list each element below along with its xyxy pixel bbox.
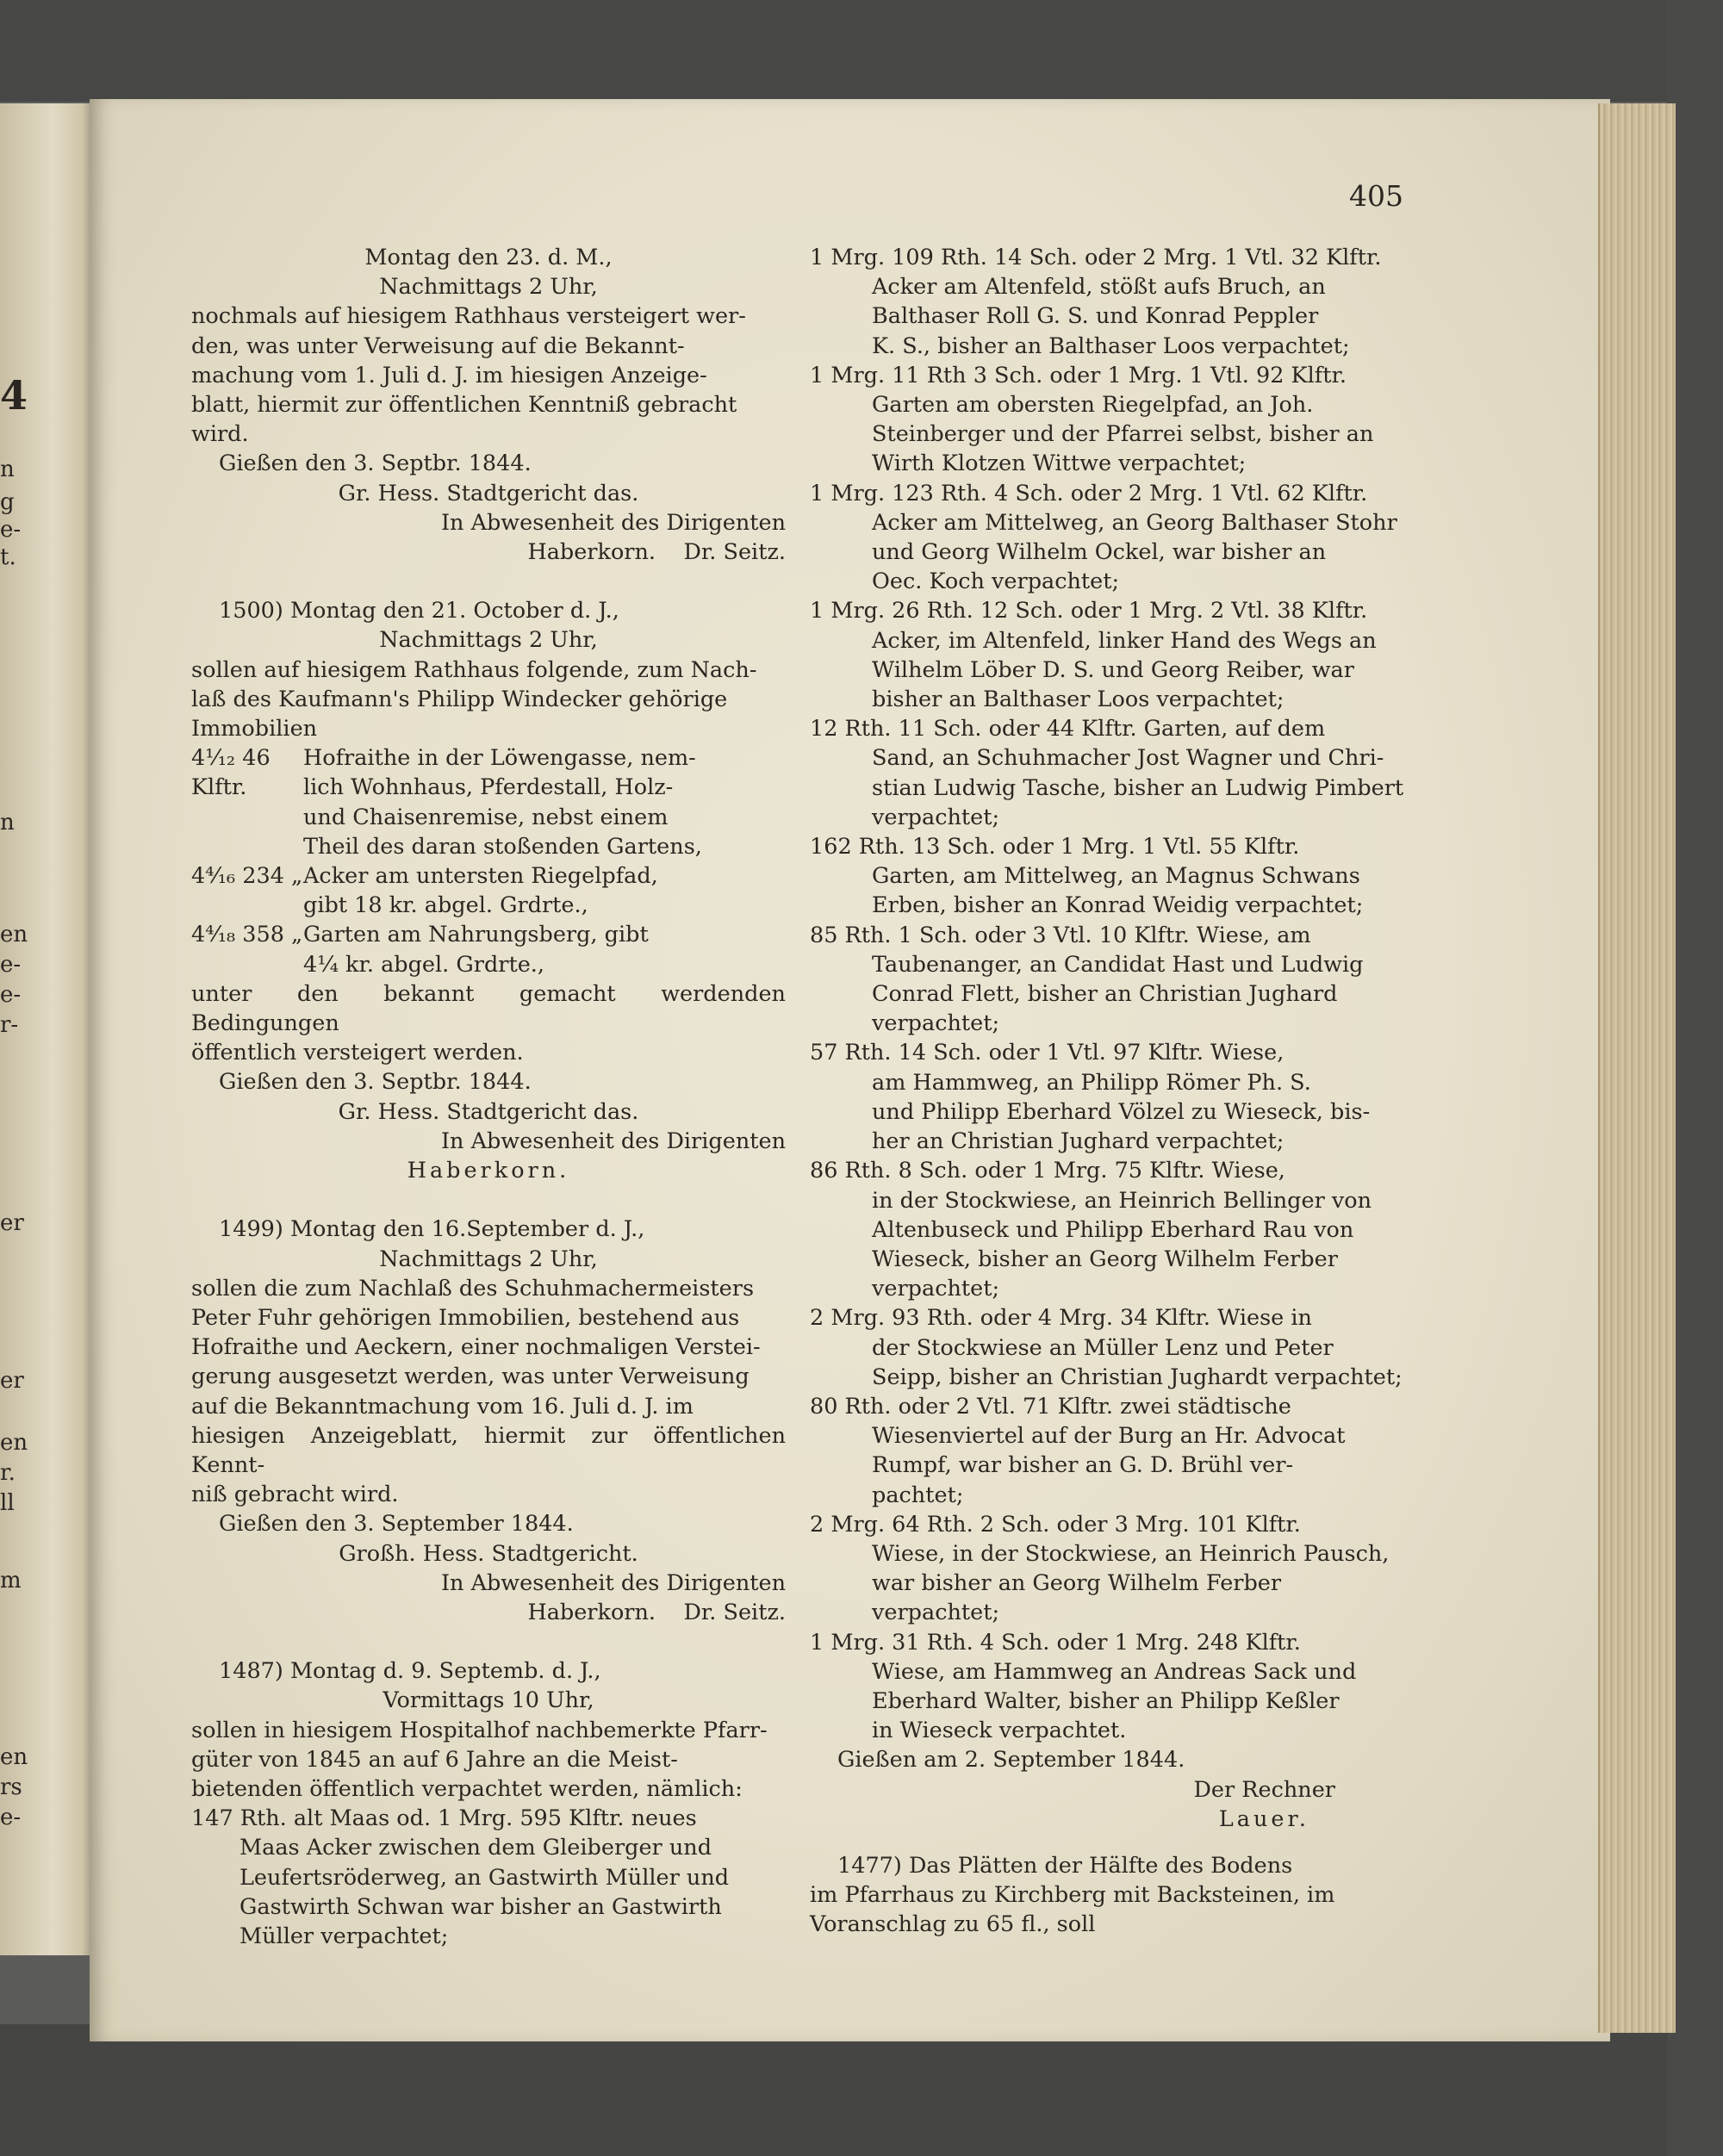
facing-page-fragment: en [0,1744,28,1770]
notice-body-line: sollen auf hiesigem Rathhaus folgende, zum Nach- [191,656,757,683]
notice-body-line: Immobilien [191,716,318,742]
property-item-line: Theil des daran stoßenden Gartens, [303,833,702,860]
facing-page-fragment: g [0,489,15,515]
facing-page-fragment: en [0,1430,28,1456]
property-item-line: 4¹⁄₄ kr. abgel. Grdrte., [303,951,545,978]
notice-body-line: machung vom 1. Juli d. J. im hiesigen Anzeige- [191,362,707,388]
lease-item-line: Acker, im Altenfeld, linker Hand des Wegs an [872,627,1377,654]
notice-body-line: öffentlich versteigert werden. [191,1040,524,1066]
notice-body-line: sollen die zum Nachlaß des Schuhmachermeisters [191,1275,755,1302]
notice-body-line: auf die Bekanntmachung vom 16. Juli d. J. im [191,1393,694,1420]
property-item-key: 4⁴⁄₁₆ 234 „ [191,863,303,890]
facing-page-fragment: e- [0,952,22,978]
notice-date-line: 1499) Montag den 16.September d. J., [219,1216,645,1243]
notice-1477-line: 1477) Das Plätten der Hälfte des Bodens [837,1852,1293,1879]
lease-item-line: Garten, am Mittelweg, an Magnus Schwans [872,863,1360,890]
notice-signature: Haberkorn. [407,1158,570,1184]
lease-item-line: Müller verpachtet; [239,1923,449,1949]
lease-item-line: verpachtet; [872,1276,1000,1302]
property-item-text [303,743,786,861]
facing-page-fragment: r- [0,1012,19,1038]
facing-page-fragment: t. [0,544,16,570]
lease-item-line: in Wieseck verpachtet. [872,1718,1127,1744]
lease-item-line: Wirth Klotzen Wittwe verpachtet; [872,450,1247,477]
property-item-text [303,861,786,920]
property-item-line: lich Wohnhaus, Pferdestall, Holz- [303,774,674,801]
lease-item-heading: 1 Mrg. 11 Rth 3 Sch. oder 1 Mrg. 1 Vtl. 92 Klftr. [810,362,1347,388]
lease-item-line: 147 Rth. alt Maas od. 1 Mrg. 595 Klftr. neues [191,1805,697,1832]
property-item [191,920,786,979]
lease-item-line: Wieseck, bisher an Georg Wilhelm Ferber [872,1246,1338,1272]
facing-page-fragment: e- [0,1805,22,1830]
lease-item-line: Rumpf, war bisher an G. D. Brühl ver- [872,1452,1294,1479]
facing-page-fragment: ll [0,1490,15,1516]
notice-date-line: Montag den 23. d. M., [364,245,613,270]
facing-page-fragment: er [0,1368,24,1394]
notice-body-line: güter von 1845 an auf 6 Jahre an die Meist- [191,1746,678,1773]
lease-item-heading: 80 Rth. oder 2 Vtl. 71 Klftr. zwei städtische [810,1393,1291,1420]
notice-time-line: Nachmittags 2 Uhr, [379,627,598,654]
lease-item-list [810,243,1404,1745]
facing-page-fragment: rs [0,1774,22,1800]
lease-item-line: bisher an Balthaser Loos verpachtet; [872,687,1284,713]
lease-item-line: Erben, bisher an Konrad Weidig verpachtet; [872,892,1364,919]
facing-page-edge [0,103,96,1955]
notice-body-line: Hofraithe und Aeckern, einer nochmaligen Verstei- [191,1334,761,1361]
lease-item-heading: 12 Rth. 11 Sch. oder 44 Klftr. Garten, auf dem [810,716,1326,742]
lease-item-line: und Georg Wilhelm Ockel, war bisher an [872,539,1327,566]
lease-item-line: Oec. Koch verpachtet; [872,569,1120,595]
facing-page-fragment: n [0,810,15,836]
notice-place-date: Gießen am 2. September 1844. [837,1747,1185,1774]
lease-item-line: Garten am obersten Riegelpfad, an Joh. [872,392,1314,419]
rechner-name: Lauer. [1218,1805,1309,1832]
lease-item-line: Conrad Flett, bisher an Christian Jughard [872,981,1338,1008]
facing-page-fragment: n [0,457,15,482]
lease-item-line: verpachtet; [872,804,1000,830]
notice-signature: Haberkorn. Dr. Seitz. [527,539,786,566]
notice-body-line: hiesigen Anzeigeblatt, hiermit zur öffentlichen Kennt- [191,1422,786,1478]
facing-page-fragment: 4 [0,372,28,419]
scan-background-top [0,0,1723,102]
lease-item-heading: 1 Mrg. 26 Rth. 12 Sch. oder 1 Mrg. 2 Vtl. 38 Klftr. [810,598,1368,624]
lease-item-heading: 1 Mrg. 123 Rth. 4 Sch. oder 2 Mrg. 1 Vtl. 62 Klftr. [810,480,1368,506]
lease-item-heading: 1 Mrg. 109 Rth. 14 Sch. oder 2 Mrg. 1 Vtl. 32 Klftr. [810,245,1382,270]
notice-place-date: Gießen den 3. Septbr. 1844. [219,450,532,477]
lease-item-line: Steinberger und der Pfarrei selbst, bisher an [872,421,1374,448]
notice-court: Großh. Hess. Stadtgericht. [339,1540,638,1567]
lease-item-line: Altenbuseck und Philipp Eberhard Rau von [872,1216,1354,1243]
lease-item-line: verpachtet; [872,1010,1000,1037]
notice-body-line: nochmals auf hiesigem Rathhaus versteigert wer- [191,303,746,330]
lease-item-line: war bisher an Georg Wilhelm Ferber verpachtet; [872,1570,1282,1626]
notice-absence: In Abwesenheit des Dirigenten [440,509,786,536]
property-item-line: Acker am untersten Riegelpfad, [303,863,658,890]
notice-body-line: laß des Kaufmann's Philipp Windecker gehörige [191,686,728,712]
facing-page-fragment: m [0,1568,22,1594]
lease-item-line: Taubenanger, an Candidat Hast und Ludwig [872,951,1364,978]
lease-item-heading: 2 Mrg. 93 Rth. oder 4 Mrg. 34 Klftr. Wiese in [810,1305,1312,1332]
lease-item-line: stian Ludwig Tasche, bisher an Ludwig Pimbert [872,774,1404,801]
property-item [191,861,786,920]
lease-item-line: Maas Acker zwischen dem Gleiberger und [239,1835,712,1861]
facing-page-fragment: en [0,922,28,948]
lease-item-heading: 162 Rth. 13 Sch. oder 1 Mrg. 1 Vtl. 55 Klftr. [810,834,1300,861]
facing-page-fragment: r. [0,1460,16,1486]
lease-item-line: Acker am Altenfeld, stößt aufs Bruch, an [872,274,1326,301]
lease-item-line: her an Christian Jughard verpachtet; [872,1128,1284,1155]
notice-date-line: 1487) Montag d. 9. Septemb. d. J., [219,1658,601,1685]
left-column [191,243,786,1951]
lease-item-line: Seipp, bisher an Christian Jughardt verpachtet; [872,1364,1403,1390]
lease-item-line: Wiese, am Hammweg an Andreas Sack und [872,1658,1357,1685]
notice-place-date: Gießen den 3. Septbr. 1844. [219,1069,532,1096]
lease-item-line: K. S., bisher an Balthaser Loos verpachtet; [872,332,1350,359]
notice-body-line: gerung ausgesetzt werden, was unter Verweisung [191,1364,750,1390]
right-column [810,243,1404,1940]
page-edges [1598,103,1676,2033]
notice-body-line: den, was unter Verweisung auf die Bekannt- [191,332,685,359]
property-item [191,743,786,861]
scan-background-bottom [0,2024,1723,2156]
property-item-line: Garten am Nahrungsberg, gibt [303,922,649,948]
rechner-title: Der Rechner [1193,1776,1335,1803]
notice-signature: Haberkorn. Dr. Seitz. [527,1599,786,1625]
property-item-line: Hofraithe in der Löwengasse, nem- [303,745,696,772]
lease-item-line: pachtet; [872,1482,964,1508]
notice-body-line: bietenden öffentlich verpachtet werden, nämlich: [191,1775,743,1802]
property-item-key: 4¹⁄₁₂ 46 Klftr. [191,745,271,801]
facing-page-fragment: er [0,1210,24,1236]
lease-item-line: Wiesenviertel auf der Burg an Hr. Advocat [872,1423,1346,1450]
lease-item-line: Acker am Mittelweg, an Georg Balthaser Stohr [872,509,1397,536]
notice-time-line: Vormittags 10 Uhr, [383,1687,594,1714]
facing-page-fragment: e- [0,982,22,1008]
notice-court: Gr. Hess. Stadtgericht das. [338,480,639,506]
notice-court: Gr. Hess. Stadtgericht das. [338,1098,639,1125]
property-item-line: gibt 18 kr. abgel. Grdrte., [303,892,588,919]
lease-item-heading: 86 Rth. 8 Sch. oder 1 Mrg. 75 Klftr. Wiese, [810,1158,1285,1184]
property-item-line: und Chaisenremise, nebst einem [303,804,669,830]
notice-body-line: unter den bekannt gemacht werdenden Bedingungen [191,980,786,1037]
lease-item-line: am Hammweg, an Philipp Römer Ph. S. [872,1069,1311,1096]
property-item-key: 4⁴⁄₁₈ 358 „ [191,922,303,948]
lease-item-line: Eberhard Walter, bisher an Philipp Keßler [872,1687,1340,1714]
notice-1477-line: im Pfarrhaus zu Kirchberg mit Backsteinen, im [810,1882,1335,1909]
notice-absence: In Abwesenheit des Dirigenten [440,1569,786,1596]
notice-place-date: Gießen den 3. September 1844. [219,1511,574,1538]
notice-time-line: Nachmittags 2 Uhr, [379,274,598,301]
lease-item-heading: 57 Rth. 14 Sch. oder 1 Vtl. 97 Klftr. Wiese, [810,1040,1284,1066]
lease-item-line: Gastwirth Schwan war bisher an Gastwirth [239,1893,722,1920]
lease-item-heading: 85 Rth. 1 Sch. oder 3 Vtl. 10 Klftr. Wiese, am [810,922,1311,948]
notice-body-line: niß gebracht wird. [191,1482,399,1508]
notice-body-line: blatt, hiermit zur öffentlichen Kenntniß gebracht [191,392,737,419]
notice-time-line: Nachmittags 2 Uhr, [379,1246,598,1272]
lease-item-heading: 2 Mrg. 64 Rth. 2 Sch. oder 3 Mrg. 101 Klftr. [810,1511,1301,1538]
lease-item-line: Wiese, in der Stockwiese, an Heinrich Pausch, [872,1540,1390,1567]
lease-item-line: in der Stockwiese, an Heinrich Bellinger von [872,1187,1372,1214]
lease-item-line: der Stockwiese an Müller Lenz und Peter [872,1334,1334,1361]
page-number: 405 [1349,179,1403,213]
lease-item-line: Leufertsröderweg, an Gastwirth Müller und [239,1864,730,1891]
notice-body-line: Peter Fuhr gehörigen Immobilien, bestehend aus [191,1304,740,1331]
notice-date-line: 1500) Montag den 21. October d. J., [219,598,619,624]
lease-item-line: Balthaser Roll G. S. und Konrad Peppler [872,303,1319,330]
lease-item-line: und Philipp Eberhard Völzel zu Wieseck, bis- [872,1098,1371,1125]
property-item-text [303,920,786,979]
notice-body-line: sollen in hiesigem Hospitalhof nachbemerkte Pfarr- [191,1717,768,1743]
lease-item-line: Wilhelm Löber D. S. und Georg Reiber, war [872,656,1354,683]
facing-page-fragment: e- [0,517,22,543]
lease-item-heading: 1 Mrg. 31 Rth. 4 Sch. oder 1 Mrg. 248 Klftr. [810,1629,1301,1656]
notice-1477-line: Voranschlag zu 65 fl., soll [810,1911,1096,1938]
lease-item-line: Sand, an Schuhmacher Jost Wagner und Chri- [872,745,1384,772]
notice-body-line: wird. [191,421,249,448]
notice-absence: In Abwesenheit des Dirigenten [440,1128,786,1154]
